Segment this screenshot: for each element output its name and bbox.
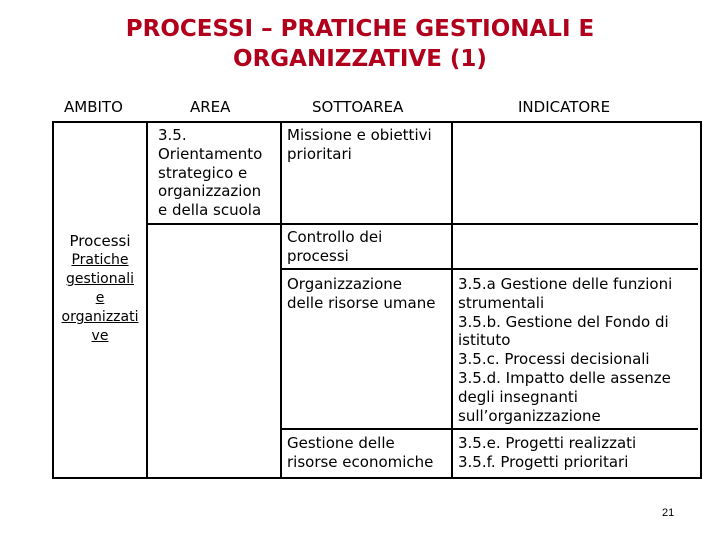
indicatore-line: 3.5.c. Processi decisionali xyxy=(458,350,650,369)
sottoarea-cell-3 xyxy=(287,275,435,313)
title-line-2: ORGANIZZATIVE (1) xyxy=(233,46,487,72)
sottoarea-line: risorse economiche xyxy=(287,452,434,471)
header-indicatore: INDICATORE xyxy=(518,98,611,116)
indicatore-line: 3.5.d. Impatto delle assenze xyxy=(458,368,671,387)
area-cell xyxy=(158,126,262,220)
area-line: strategico e xyxy=(158,163,248,182)
row-divider-2 xyxy=(282,268,698,270)
ambito-sub-line: Pratiche xyxy=(71,252,129,268)
sottoarea-line: delle risorse umane xyxy=(287,293,436,312)
indicatore-line: istituto xyxy=(458,331,511,350)
ambito-sub-line: ve xyxy=(91,328,109,344)
divider-ambito-area xyxy=(146,121,148,479)
indicatore-line: 3.5.a Gestione delle funzioni xyxy=(458,275,673,293)
row-divider-3 xyxy=(282,428,698,430)
indicatore-line: 3.5.f. Progetti prioritari xyxy=(458,452,629,471)
indicatore-line: sull’organizzazione xyxy=(458,406,601,425)
indicatore-cell-4 xyxy=(458,434,636,472)
sottoarea-line: prioritari xyxy=(287,144,352,163)
indicatore-line: 3.5.e. Progetti realizzati xyxy=(458,434,637,452)
sottoarea-cell-4 xyxy=(287,434,433,472)
divider-sottoarea-indicatore xyxy=(451,121,453,479)
divider-area-sottoarea xyxy=(280,121,282,479)
area-line: organizzazion xyxy=(158,182,262,201)
ambito-cell xyxy=(54,231,146,346)
area-line: 3.5. xyxy=(158,126,187,144)
sottoarea-line: Missione e obiettivi xyxy=(287,126,432,144)
sottoarea-line: processi xyxy=(287,246,349,265)
sottoarea-line: Organizzazione xyxy=(287,275,402,293)
sottoarea-cell-2 xyxy=(287,228,382,266)
ambito-main: Processi xyxy=(69,232,131,250)
row-divider-1 xyxy=(146,223,698,225)
indicatore-line: 3.5.b. Gestione del Fondo di xyxy=(458,312,669,331)
page-title xyxy=(0,14,720,74)
ambito-sub-line: gestionali xyxy=(66,271,134,287)
sottoarea-line: Controllo dei xyxy=(287,228,383,246)
indicatore-cell-3 xyxy=(458,275,672,425)
indicatore-line: degli insegnanti xyxy=(458,387,578,406)
header-area: AREA xyxy=(190,98,231,116)
ambito-sub-line: e xyxy=(95,290,105,306)
area-line: e della scuola xyxy=(158,201,262,220)
area-line: Orientamento xyxy=(158,144,263,163)
indicatore-line: strumentali xyxy=(458,293,545,312)
page-number: 21 xyxy=(662,507,675,519)
sottoarea-cell-1 xyxy=(287,126,432,164)
title-line-1: PROCESSI – PRATICHE GESTIONALI E xyxy=(125,16,595,42)
header-ambito: AMBITO xyxy=(64,98,123,116)
ambito-sub-line: organizzati xyxy=(61,309,139,325)
header-sottoarea: SOTTOAREA xyxy=(312,98,404,116)
sottoarea-line: Gestione delle xyxy=(287,434,395,452)
